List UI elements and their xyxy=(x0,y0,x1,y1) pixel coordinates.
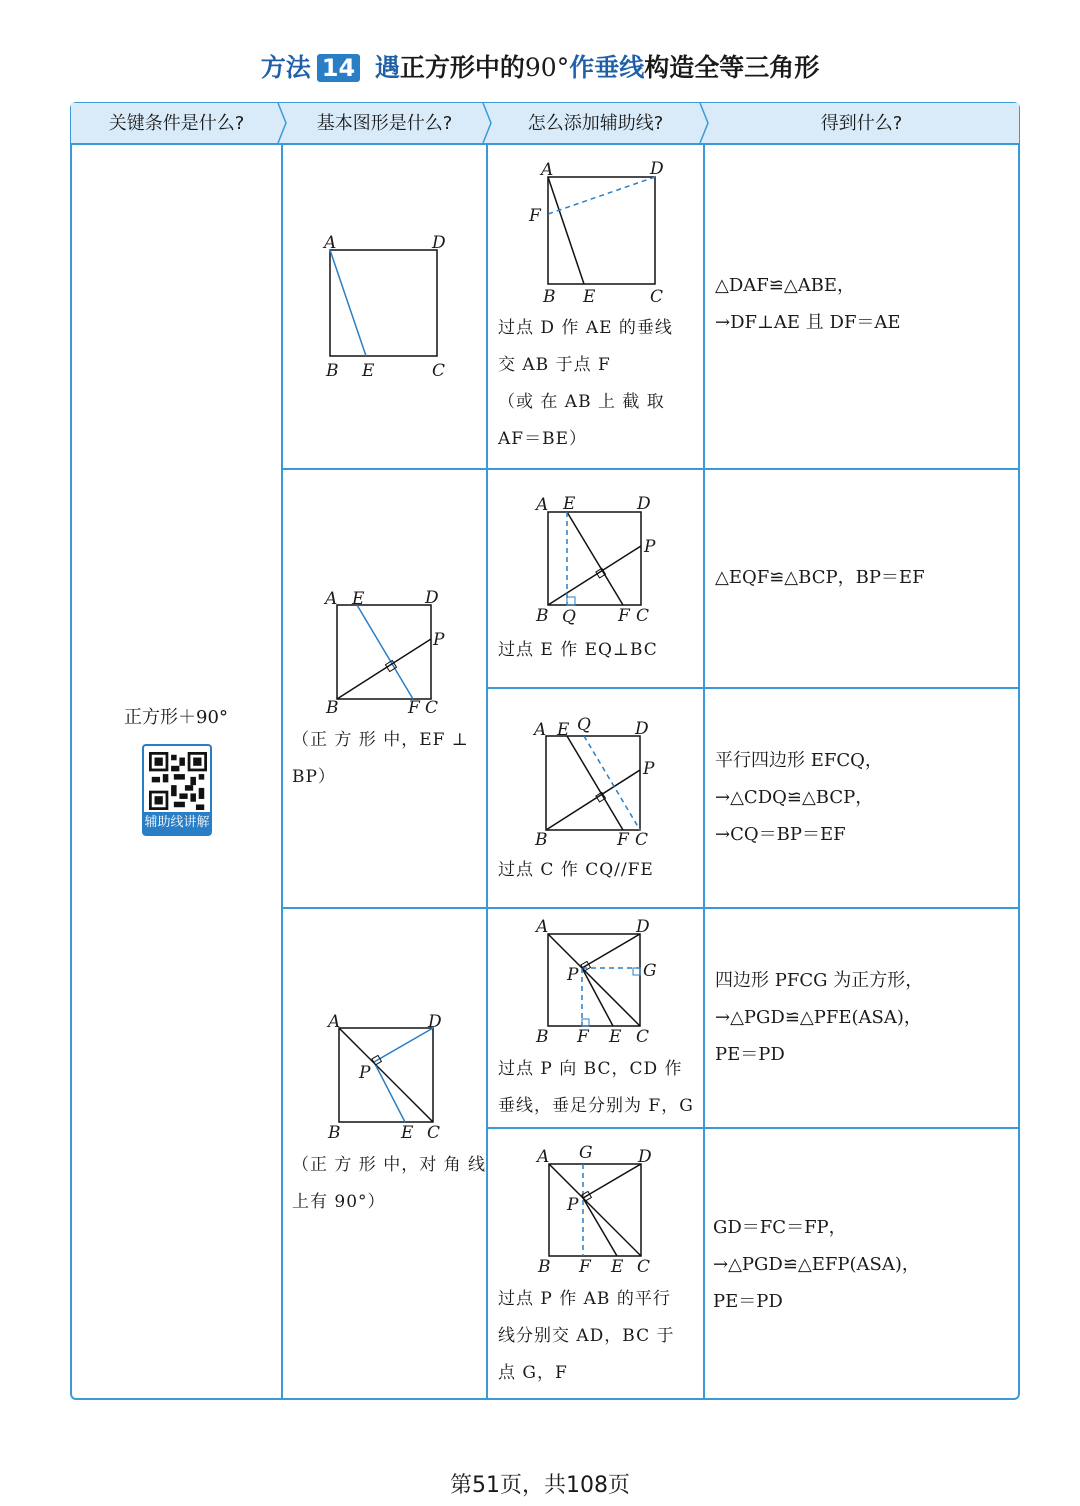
label-b: B xyxy=(326,361,339,381)
method-1-line2: 交 AB 于点 F xyxy=(498,355,611,375)
label-p: P xyxy=(433,630,445,650)
label-b: B xyxy=(326,698,339,718)
method-figure-5 xyxy=(487,1128,703,1283)
label-b: B xyxy=(538,1257,551,1277)
table-header xyxy=(71,103,1019,145)
label-e: E xyxy=(362,361,375,381)
method-2-line1: 过点 E 作 EQ⊥BC xyxy=(498,640,658,660)
result-4-line1: 四边形 PFCG 为正方形， xyxy=(715,970,924,991)
result-3-line3: →CQ＝BP＝EF xyxy=(715,824,846,845)
label-e: E xyxy=(401,1123,414,1143)
label-d: D xyxy=(637,494,651,514)
basic-note-2-line1: （正 方 形 中，EF ⊥ xyxy=(292,730,469,750)
label-p: P xyxy=(359,1063,371,1083)
label-d: D xyxy=(638,1147,652,1167)
basic-note-3-line1: （正 方 形 中，对 角 线 xyxy=(292,1155,487,1175)
result-4-line2: →△PGD≌△PFE(ASA)， xyxy=(715,1007,922,1028)
result-2-line1: △EQF≌△BCP，BP＝EF xyxy=(715,567,925,588)
result-5-line2: →△PGD≌△EFP(ASA)， xyxy=(713,1254,920,1275)
title-mid: 正方形中的 xyxy=(399,53,525,82)
method-1-line3: （或 在 AB 上 截 取 xyxy=(498,392,665,412)
label-c: C xyxy=(650,287,664,307)
method-1-line4: AF＝BE） xyxy=(498,429,587,449)
result-1-line1: △DAF≌△ABE， xyxy=(715,275,856,296)
method-number-badge: 14 xyxy=(317,54,360,82)
label-f: F xyxy=(529,206,541,226)
label-f: F xyxy=(408,698,420,718)
method-3-line1: 过点 C 作 CQ//FE xyxy=(498,860,654,880)
page-title xyxy=(0,48,1080,84)
title-lead: 遇 xyxy=(374,53,400,82)
label-e: E xyxy=(583,287,596,307)
label-d: D xyxy=(650,159,664,179)
result-3-line1: 平行四边形 EFCQ， xyxy=(715,750,883,771)
label-a: A xyxy=(536,495,549,515)
header-key-condition: 关键条件是什么? xyxy=(108,113,245,134)
label-c: C xyxy=(635,830,649,848)
column-divider xyxy=(703,143,705,1400)
label-d: D xyxy=(425,588,439,608)
method-figure-4 xyxy=(487,908,703,1053)
label-a: A xyxy=(534,720,547,740)
label-c: C xyxy=(637,1257,651,1277)
label-b: B xyxy=(535,830,548,848)
method-4-line1: 过点 P 向 BC，CD 作 xyxy=(498,1059,683,1079)
label-c: C xyxy=(427,1123,441,1143)
label-a: A xyxy=(536,917,549,937)
label-c: C xyxy=(636,1027,650,1047)
method-1-line1: 过点 D 作 AE 的垂线 xyxy=(498,318,673,338)
label-p: P xyxy=(644,537,656,557)
label-f: F xyxy=(617,830,629,848)
label-b: B xyxy=(536,606,549,626)
label-p: P xyxy=(567,965,579,985)
label-a: A xyxy=(325,589,338,609)
header-auxiliary-line: 怎么添加辅助线? xyxy=(527,113,664,134)
label-g: G xyxy=(643,961,657,981)
label-a: A xyxy=(537,1147,550,1167)
title-prefix: 方法 xyxy=(260,53,311,82)
label-a: A xyxy=(328,1012,341,1032)
label-f: F xyxy=(618,606,630,626)
label-e: E xyxy=(563,494,576,514)
label-e: E xyxy=(352,589,365,609)
label-d: D xyxy=(432,233,446,253)
basic-note-3-line2: 上有 90°） xyxy=(292,1192,386,1212)
label-p: P xyxy=(567,1195,579,1215)
label-b: B xyxy=(328,1123,341,1143)
result-4-line3: PE＝PD xyxy=(715,1044,785,1065)
qr-code-icon xyxy=(149,751,207,811)
method-5-line2: 线分别交 AD，BC 于 xyxy=(498,1326,675,1346)
label-f: F xyxy=(579,1257,591,1277)
header-chevrons xyxy=(71,103,1019,143)
method-figure-3 xyxy=(487,688,703,848)
label-e: E xyxy=(609,1027,622,1047)
label-c: C xyxy=(425,698,439,718)
label-a: A xyxy=(541,160,554,180)
result-5-line1: GD＝FC＝FP， xyxy=(713,1217,847,1238)
page-number: 第51页，共108页 xyxy=(450,1473,630,1498)
title-tail: 构造全等三角形 xyxy=(644,53,820,82)
label-d: D xyxy=(428,1012,442,1032)
method-figure-1 xyxy=(487,144,703,309)
title-degree: 90° xyxy=(524,53,570,82)
label-b: B xyxy=(543,287,556,307)
header-basic-figure: 基本图形是什么? xyxy=(316,113,453,134)
basic-figure-1 xyxy=(282,144,486,468)
label-b: B xyxy=(536,1027,549,1047)
label-a: A xyxy=(324,233,337,253)
label-q: Q xyxy=(577,715,591,735)
basic-figure-3 xyxy=(282,908,486,1158)
method-5-line3: 点 G，F xyxy=(498,1363,568,1383)
label-p: P xyxy=(643,759,655,779)
label-c: C xyxy=(636,606,650,626)
label-e: E xyxy=(611,1257,624,1277)
label-e: E xyxy=(557,720,570,740)
label-g: G xyxy=(579,1143,593,1163)
result-3-line2: →△CDQ≌△BCP， xyxy=(715,787,874,808)
qr-caption: 辅助线讲解 xyxy=(144,812,210,834)
label-d: D xyxy=(635,719,649,739)
method-4-line2: 垂线，垂足分别为 F，G xyxy=(498,1096,694,1116)
label-q: Q xyxy=(562,607,576,627)
method-5-line1: 过点 P 作 AB 的平行 xyxy=(498,1289,671,1309)
title-emphasis: 作垂线 xyxy=(569,53,645,82)
qr-code[interactable] xyxy=(142,744,212,836)
label-c: C xyxy=(432,361,446,381)
key-condition: 正方形＋90° xyxy=(124,707,228,728)
label-f: F xyxy=(577,1027,589,1047)
header-result: 得到什么? xyxy=(820,113,903,134)
basic-note-2-line2: BP） xyxy=(292,767,336,787)
result-5-line3: PE＝PD xyxy=(713,1291,783,1312)
label-d: D xyxy=(636,917,650,937)
result-1-line2: →DF⊥AE 且 DF＝AE xyxy=(715,312,901,333)
method-figure-2 xyxy=(487,469,703,629)
